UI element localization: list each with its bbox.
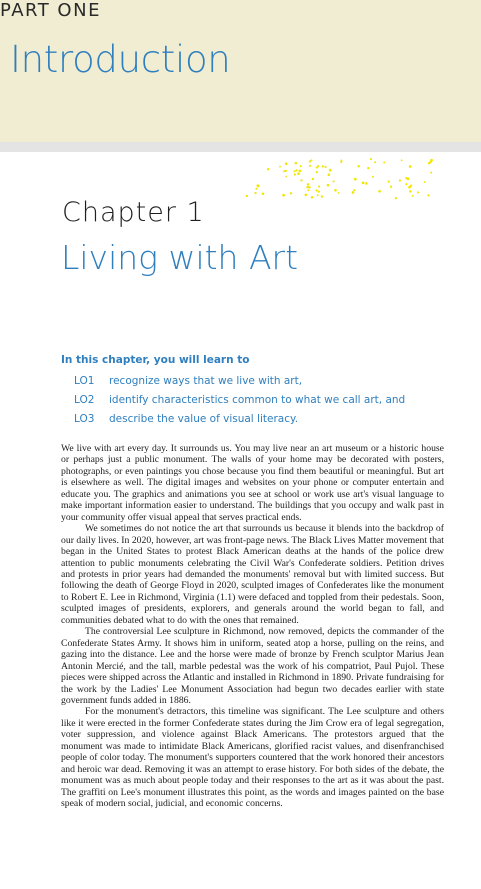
decorative-dot — [327, 184, 330, 187]
decorative-dot — [294, 173, 296, 175]
decorative-dot — [295, 162, 298, 165]
learning-objectives — [61, 353, 461, 432]
decorative-dot — [318, 191, 320, 193]
decorative-dot — [427, 194, 429, 196]
decorative-dot — [374, 161, 376, 163]
decorative-dot — [306, 186, 309, 189]
decorative-dot — [324, 166, 326, 168]
decorative-dot — [294, 170, 296, 172]
decorative-dot — [300, 165, 302, 167]
decorative-dot — [307, 189, 309, 191]
part-title: Introduction — [10, 38, 231, 81]
decorative-dot — [282, 194, 285, 197]
objective-text: describe the value of visual literacy. — [109, 413, 299, 425]
decorative-dot — [401, 159, 403, 161]
objectives-heading: In this chapter, you will learn to — [61, 354, 250, 366]
decorative-dot — [405, 183, 407, 185]
objective-text: recognize ways that we live with art, — [109, 375, 303, 387]
decorative-dot — [327, 173, 330, 176]
decorative-dot — [365, 182, 368, 185]
decorative-dot — [290, 192, 292, 194]
decorative-dot — [285, 176, 287, 178]
decorative-dot — [412, 195, 414, 197]
decorative-dot — [409, 190, 412, 193]
objective-item — [61, 375, 461, 388]
decorative-dot — [322, 165, 324, 167]
objective-code: LO2 — [74, 394, 95, 406]
decorative-dot — [329, 169, 332, 172]
decorative-dot — [357, 165, 359, 167]
decorative-dot — [362, 182, 365, 185]
decorative-dot — [338, 192, 340, 194]
decorative-dot — [311, 196, 314, 199]
decorative-dot — [284, 170, 286, 172]
decorative-dot — [318, 186, 320, 188]
decorative-dot — [408, 186, 411, 189]
decorative-dot — [316, 171, 318, 173]
decorative-dot — [407, 177, 410, 180]
objective-code: LO1 — [74, 375, 95, 387]
decorative-dot — [372, 176, 374, 178]
decorative-dot — [295, 169, 297, 171]
decorative-dot — [246, 195, 248, 197]
decorative-dot — [309, 165, 311, 167]
decorative-dot — [417, 191, 419, 193]
decorative-dot — [321, 195, 323, 197]
decorative-dot — [429, 161, 431, 163]
body-text — [61, 443, 444, 810]
body-paragraph: We live with art every day. It surrounds us. You may live near an art museum or a historic house or perhaps just a public monument. The walls of your home may be decorated with posters, photographs, or even paintings you chose because you find them beautiful or meaningful. But art is elsewhere as well. The digital images and websites on your phone or computer entertain and educate you. The graphics and animations you see at school or work use art's visual language to make important information easier to understand. The buildings that you occupy and walk past in your community offer visual appeal that serves practical ends. — [61, 443, 444, 523]
decorative-dot — [255, 188, 257, 190]
objective-text: identify characteristics common to what we call art, and — [109, 394, 406, 406]
header-divider — [0, 142, 481, 152]
chapter-label: Chapter 1 — [62, 197, 205, 228]
decorative-dot — [316, 189, 318, 191]
decorative-dot — [390, 186, 392, 188]
decorative-dot — [409, 165, 412, 168]
decorative-dot — [254, 192, 256, 194]
decorative-dot — [333, 180, 335, 182]
body-paragraph: The controversial Lee sculpture in Richmond, now removed, depicts the commander of the Confederate States Army. It shows him in uniform, seated atop a horse, pulling on the reins, and gazing into the distance. Lee and the horse were made of bronze by French sculptor Marius Jean Antonin Mercié, and the tall, marble pedestal was the work of his compatriot, Paul Pujol. These pieces were shipped across the Atlantic and installed in Richmond in 1890. Private fundraising for the work by the Ladies' Lee Monument Association had begun two decades earlier with state government funds added in 1886. — [61, 626, 444, 706]
objective-item — [61, 413, 461, 426]
decorative-dot — [354, 178, 357, 181]
decorative-dot — [378, 190, 381, 193]
decorative-dot — [311, 159, 313, 161]
body-paragraph: For the monument's detractors, this timeline was significant. The Lee sculpture and others like it were erected in the former Confederate states during the Jim Crow era of legal segregation, voter suppression, and violence against Black Americans. The protestors argued that the monument was made to intimidate Black Americans, glorified racist values, and disenfranchised people of color today. The monument's supporters countered that the work honored their ancestors and heroic war dead. Removing it was an attempt to erase history. For both sides of the debate, the monument was as much about people today and their responses to the art as it was about the past. The graffiti on Lee's monument illustrates this point, as the words and images painted on the base speak of modern social, judicial, and economic concerns. — [61, 706, 444, 810]
decorative-dot — [316, 167, 318, 169]
decorative-dot — [262, 193, 265, 196]
decorative-dot — [383, 162, 385, 164]
decorative-dot — [307, 183, 309, 185]
decorative-dot — [267, 168, 269, 170]
decorative-dot — [334, 189, 337, 192]
dot-pattern-decoration — [238, 156, 438, 202]
objective-item — [61, 394, 461, 407]
decorative-dot — [299, 170, 302, 173]
decorative-dot — [285, 162, 288, 165]
decorative-dot — [367, 167, 369, 169]
decorative-dot — [430, 172, 432, 174]
decorative-dot — [340, 161, 342, 163]
decorative-dot — [399, 179, 401, 181]
decorative-dot — [312, 178, 314, 180]
decorative-dot — [297, 172, 300, 175]
decorative-dot — [300, 179, 302, 181]
decorative-dot — [279, 166, 281, 168]
decorative-dot — [395, 197, 397, 199]
decorative-dot — [353, 189, 355, 191]
chapter-title: Living with Art — [61, 238, 299, 277]
decorative-dot — [305, 194, 308, 197]
part-banner — [0, 0, 481, 142]
part-label: PART ONE — [0, 0, 101, 21]
decorative-dot — [424, 181, 426, 183]
decorative-dot — [257, 184, 259, 186]
body-paragraph: We sometimes do not notice the art that surrounds us because it blends into the backdrop of our daily lives. In 2020, however, art was front-page news. The Black Lives Matter movement that began in the United States to protest Black American deaths at the hands of the police drew attention to public monuments celebrating the Civil War's Confederate soldiers. Petition drives and protests in prior years had demanded the monuments' removal but with limited success. But following the death of George Floyd in 2020, sculpted images of Confederates like the monument to Robert E. Lee in Richmond, Virginia (1.1) were defaced and toppled from their pedestals. Soon, sculpted images of presidents, explorers, and generals around the world began to fall, and communities debated what to do with the ones that remained. — [61, 523, 444, 626]
objective-code: LO3 — [74, 413, 95, 425]
decorative-dot — [352, 191, 355, 194]
decorative-dot — [370, 158, 372, 160]
decorative-dot — [388, 180, 390, 182]
decorative-dot — [317, 194, 319, 196]
